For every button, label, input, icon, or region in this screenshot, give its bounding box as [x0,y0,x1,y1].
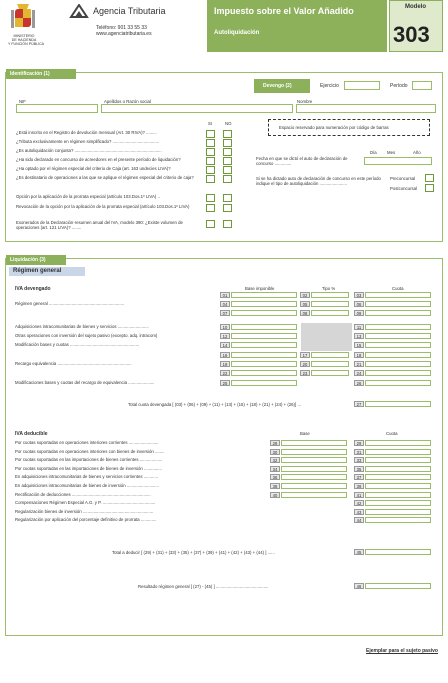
box-code: 34 [270,466,280,472]
box-code: 21 [354,361,364,367]
box-code: 02 [300,292,310,298]
deducible-row-label: Por cuotas soportadas en las importaciones de bienes corrientes ................... [15,457,163,463]
agency-web: www.agenciatributaria.es [96,31,152,37]
devengado-row-label: Modificaciones bases y cuotas del recargo de equivalencia ...................... [15,380,155,385]
box-code: 11 [354,324,364,330]
form-subtitle: Autoliquidación [214,30,260,36]
deducible-row-label: Por cuotas soportadas en las importaciones de bienes de inversión ............... [15,465,162,471]
box-code: 12 [220,333,230,339]
no-checkbox[interactable] [223,220,232,228]
box-code: 28 [270,440,280,446]
nif-label: NIF [19,99,26,104]
question-label: Opción por la aplicación de la prorrata especial (artículo 103.Dos.1º LIVA) .. [16,194,160,199]
box-code: 39 [354,483,364,489]
box-code: 41 [354,492,364,498]
tipo-input[interactable] [311,301,349,307]
total-deducir-label: Total a deducir [ (29) + (31) + (33) + (35) + (37) + (39) + (41) + (42) + (43) + (44) ] ...... [112,550,275,555]
box-code: 17 [300,352,310,358]
si-checkbox[interactable] [206,166,215,174]
col-cuota-deducible: Cuota [386,431,398,436]
box-code: 19 [220,361,230,367]
cuota-input[interactable] [365,483,431,489]
base-input[interactable] [281,474,347,480]
base-input[interactable] [281,492,347,498]
si-label: SI [208,121,213,126]
question-label: ¿Está inscrito en el Registro de devolución mensual (Art. 30 RIVA)? ......... [16,130,157,135]
anio-label: Año [413,150,421,155]
fecha-label: Fecha en que se dictó el auto de declaración de concurso .............. [256,156,348,166]
no-checkbox[interactable] [223,204,232,212]
box-code: 20 [300,361,310,367]
total-devengada-input[interactable] [365,401,431,407]
box-code: 42 [354,500,364,506]
ejemplar-label: Ejemplar para el sujeto pasivo [366,648,438,654]
cuota-input[interactable] [365,466,431,472]
devengado-row-label: Régimen general ............................................................... [15,301,125,306]
deducible-row-label: En adquisiciones intracomunitarias de bienes y servicios corrientes ............ [15,474,159,480]
base-input[interactable] [281,483,347,489]
box-code: 37 [354,474,364,480]
box-code: 01 [220,292,230,298]
box-code: 35 [354,466,364,472]
box-code: 26 [354,380,364,386]
agency-logo-icon [69,4,89,18]
devengado-row-label: Modificación bases y cuotas .......................................................... [15,342,140,347]
question-label: ¿Es autoliquidación conjunta? ......................................................................... [16,148,162,153]
question-label: ¿Es destinatario de operaciones a las que se aplique el régimen especial del criterio de caja? [16,175,194,180]
preconcursal-checkbox[interactable] [425,174,434,182]
tipo-input[interactable] [311,370,349,376]
cuota-input[interactable] [365,457,431,463]
base-input[interactable] [231,352,297,358]
regimen-title: Régimen general [13,268,62,274]
cuota-input[interactable] [365,301,431,307]
si-checkbox[interactable] [206,157,215,165]
box-code: 05 [300,301,310,307]
box-code: 18 [354,352,364,358]
box-code: 38 [270,483,280,489]
box-code: 09 [354,310,364,316]
deducible-row-label: Por cuotas soportadas en operaciones interiores corrientes ......................... [15,440,159,445]
base-input[interactable] [281,440,347,446]
cuota-input[interactable] [365,474,431,480]
cuota-input[interactable] [365,449,431,455]
postconcursal-label: Postconcursal [390,186,417,191]
si-checkbox[interactable] [206,194,215,202]
base-input[interactable] [231,333,297,339]
col-base: Base [300,431,310,436]
box-code: 06 [354,301,364,307]
deducible-row-label: Compensaciones Régimen Especial A.G. y P. ............................................ [15,500,156,506]
base-input[interactable] [231,324,297,330]
box-code: 15 [354,342,364,348]
cuota-input[interactable] [365,333,431,339]
modelo-number: 303 [393,22,430,47]
form-title: Impuesto sobre el Valor Añadido [214,6,354,16]
box-code: 04 [220,301,230,307]
col-cuota: Cuota [392,286,404,291]
resultado-label: Resultado régimen general [ (27) - (45) ] ............................................ [138,584,269,589]
cuota-input[interactable] [365,492,431,498]
cuota-input[interactable] [365,324,431,330]
resultado-input[interactable] [365,583,431,589]
tipo-input[interactable] [311,352,349,358]
ministry-line-2: DE HACIENDA [11,38,37,42]
periodo-label: Período [390,83,408,89]
si-checkbox[interactable] [206,220,215,228]
base-input[interactable] [281,466,347,472]
no-checkbox[interactable] [223,148,232,156]
question-label: ¿Ha sido declarado en concurso de acreedores en el presente período de liquidación? [16,157,181,162]
base-input[interactable] [231,292,297,298]
box-code: 25 [220,380,230,386]
postconcursal-checkbox[interactable] [425,184,434,192]
base-input[interactable] [231,342,297,348]
total-devengada-code: 27 [354,401,364,407]
box-code: 16 [220,352,230,358]
agency-name: Agencia Tributaria [93,6,166,16]
resultado-code: 46 [354,583,364,589]
box-code: 29 [354,440,364,446]
nif-input[interactable] [16,104,98,113]
base-input[interactable] [231,361,297,367]
tipo-input[interactable] [311,292,349,298]
cuota-input[interactable] [365,292,431,298]
devengado-row-label: Otras operaciones con inversión del sujeto pasivo (excepto. adq. intracom) [15,333,158,338]
no-checkbox[interactable] [223,175,232,183]
si-checkbox[interactable] [206,130,215,138]
cuota-input[interactable] [365,517,431,523]
total-deducir-code: 45 [354,549,364,555]
agency-phone: Teléfono: 901 33 55 33 [96,25,147,31]
box-code: 43 [354,509,364,515]
col-tipo: Tipo % [322,286,336,291]
modelo-label: Modelo [405,4,426,10]
question-label: ¿Ha optado por el régimen especial del criterio de Caja (art. 163 undecies LIVA)? [16,166,171,171]
cuota-input[interactable] [365,361,431,367]
cuota-input[interactable] [365,509,431,515]
deducible-row-label: En adquisiciones intracomunitarias de bienes de inversión ........................... [15,483,160,488]
box-code: 32 [270,457,280,463]
nombre-label: Nombre [297,99,313,104]
ejercicio-input[interactable] [344,81,380,90]
base-input[interactable] [231,380,297,386]
deducible-row-label: Por cuotas soportadas en operaciones interiores con bienes de inversión ........ [15,448,165,454]
ejercicio-label: Ejercicio [320,83,339,89]
base-input[interactable] [231,310,297,316]
si-checkbox[interactable] [206,204,215,212]
box-code: 40 [270,492,280,498]
cuota-input[interactable] [365,342,431,348]
box-code: 03 [354,292,364,298]
liquidation-title: Liquidación (3) [10,257,46,263]
box-code: 33 [354,457,364,463]
box-code: 22 [220,370,230,376]
box-code: 31 [354,449,364,455]
coat-of-arms-icon [10,2,36,32]
ministry-line-1: MINISTERIO [13,34,35,38]
barcode-reserved-label: Espacio reservado para numeración por código de barras [279,125,389,130]
total-deducir-input[interactable] [365,549,431,555]
mes-label: Mes [387,150,396,155]
base-input[interactable] [281,449,347,455]
cuota-input[interactable] [365,310,431,316]
cuota-input[interactable] [365,380,431,386]
shaded-tipo-area [301,323,352,351]
periodo-input[interactable] [412,81,432,90]
si-checkbox[interactable] [206,148,215,156]
box-code: 30 [270,449,280,455]
devengo-label: Devengo (2) [263,83,292,89]
identification-title: Identificación (1) [10,71,50,77]
deducible-row-label: Rectificación de deducciones .................................................................. [15,491,151,497]
base-input[interactable] [231,301,297,307]
cuota-input[interactable] [365,440,431,446]
question-label: Revocación de la opción por la aplicación de la prorrata especial (artículo 103.Dos.1º LIVA) [16,204,190,209]
devengado-row-label: Recargo equivalencia .............................................................. [15,361,132,366]
box-code: 10 [220,324,230,330]
no-checkbox[interactable] [223,166,232,174]
base-input[interactable] [231,370,297,376]
devengado-title: IVA devengado [15,286,51,292]
box-code: 14 [220,342,230,348]
box-code: 23 [300,370,310,376]
box-code: 44 [354,517,364,523]
tipo-input[interactable] [311,310,349,316]
cuota-input[interactable] [365,500,431,506]
si-checkbox[interactable] [206,175,215,183]
devengado-row-label: Adquisiciones intracomunitarias de bienes y servicios .......................... [15,324,149,329]
preconcursal-label: Preconcursal [390,176,416,181]
box-code: 13 [354,333,364,339]
deducible-row-label: Regularización por aplicación del porcentaje definitivo de prorrata ............. [15,517,157,523]
question-label: Exonerados de la Declaración-resumen anual del IVA, modelo 390: ¿Existe volumen de operaciones (art. 121 LIVA)? ........ [16,220,183,230]
no-checkbox[interactable] [223,157,232,165]
auto-label: Si se ha dictado auto de declaración de concurso en este período indique el tipo de autoliquidación ....................... [256,176,381,186]
cuota-input[interactable] [365,352,431,358]
apellidos-input[interactable] [101,104,293,113]
total-devengada-label: Total cuota devengada [ (03) + (06) + (09) + (11) + (13) + (15) + (18) + (21) + (24) + (26)] ... [128,402,301,407]
box-code: 08 [300,310,310,316]
box-code: 07 [220,310,230,316]
deducible-title: IVA deducible [15,431,48,437]
deducible-row-label: Regularización bienes de inversión ........................................................... [15,508,154,514]
si-checkbox[interactable] [206,139,215,147]
no-checkbox[interactable] [223,194,232,202]
dia-label: Día [370,150,377,155]
no-checkbox[interactable] [223,130,232,138]
nombre-input[interactable] [296,104,436,113]
cuota-input[interactable] [365,370,431,376]
question-label: ¿Tributa exclusivamente en régimen simplificado? ....................................... [16,139,160,144]
no-checkbox[interactable] [223,139,232,147]
box-code: 36 [270,474,280,480]
col-base-imponible: Base imponible [245,286,275,291]
ministry-line-3: Y FUNCIÓN PÚBLICA [8,42,45,46]
tipo-input[interactable] [311,361,349,367]
apellidos-label: Apellidos o Razón social [104,99,151,104]
no-label: NO [225,121,232,126]
box-code: 24 [354,370,364,376]
fecha-input[interactable] [364,157,432,165]
base-input[interactable] [281,457,347,463]
